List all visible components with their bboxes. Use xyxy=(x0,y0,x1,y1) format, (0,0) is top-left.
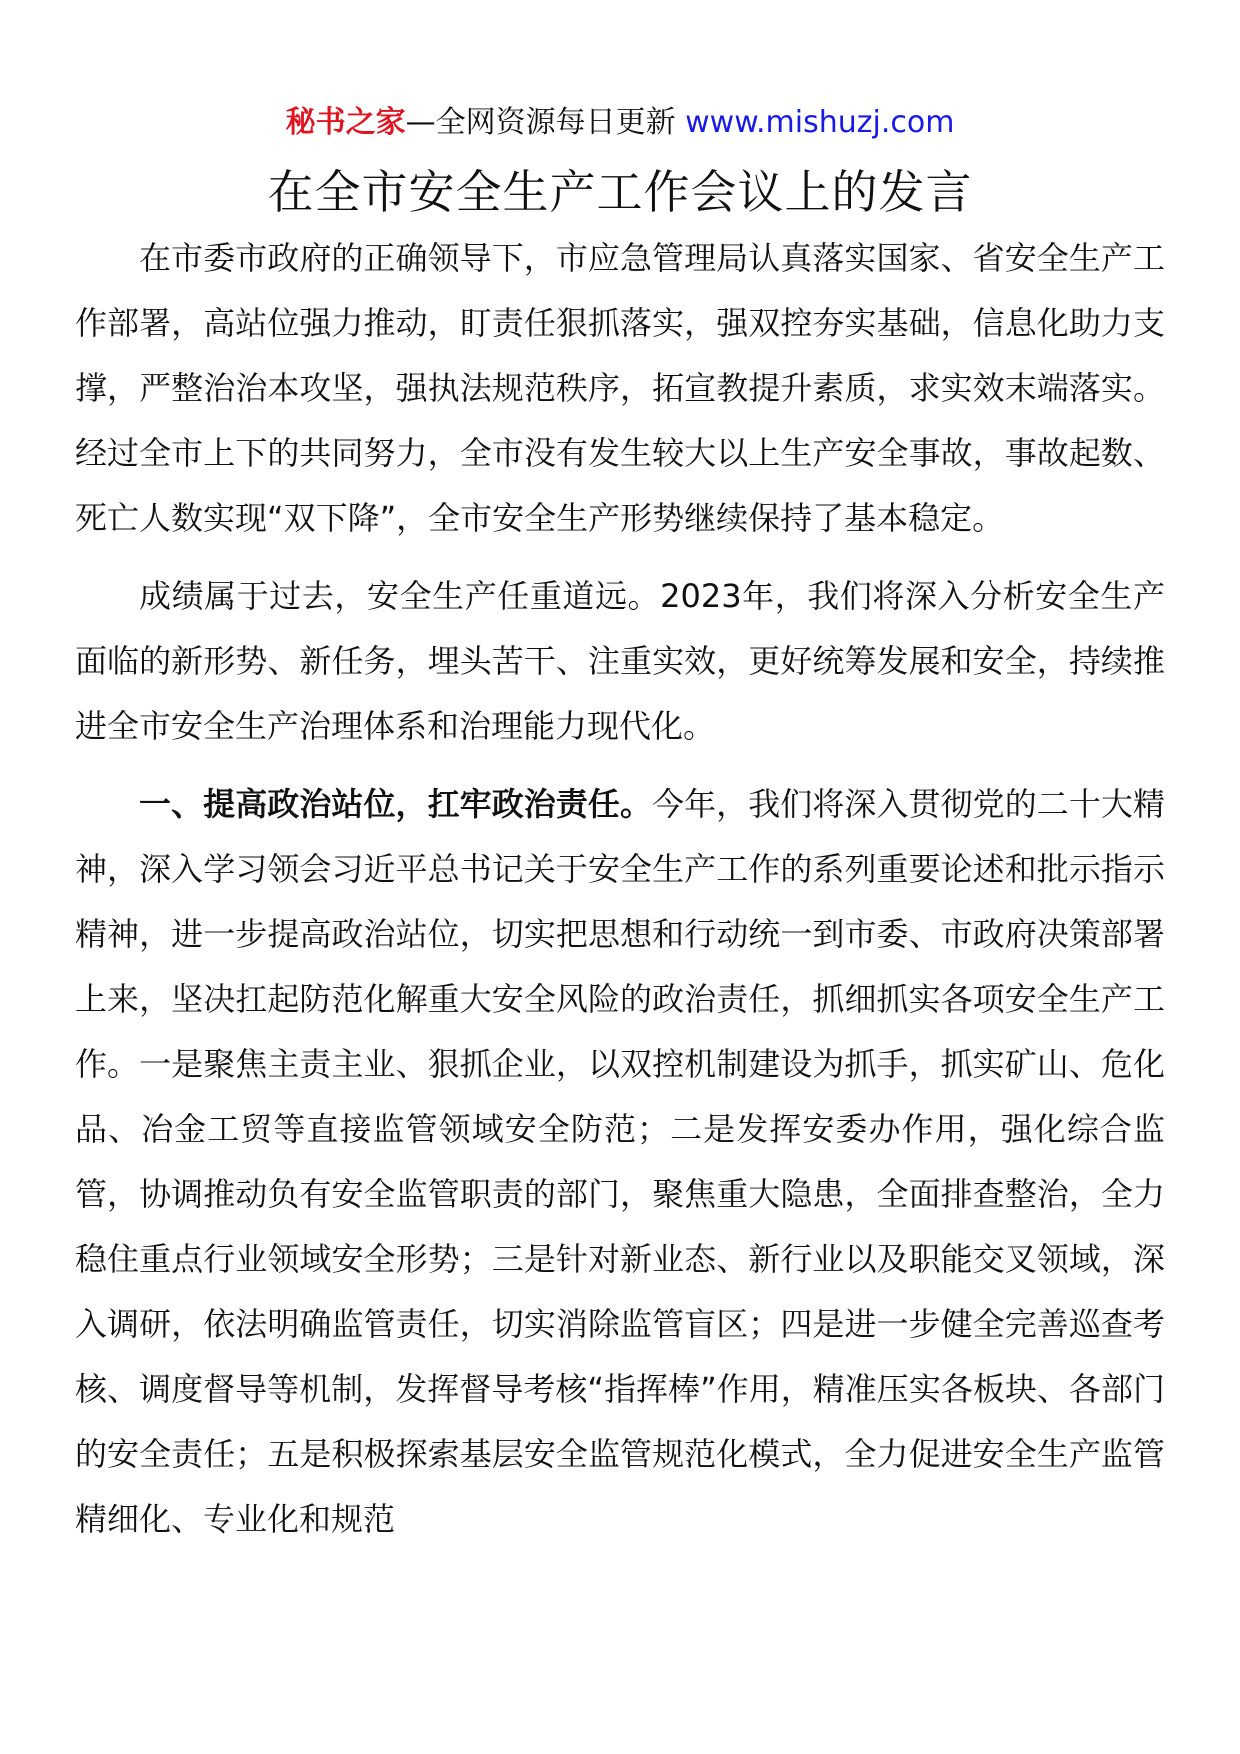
paragraph-3 xyxy=(75,772,1165,1552)
watermark-header xyxy=(0,102,1240,144)
brand-name: 秘书之家 xyxy=(285,105,406,140)
document-body xyxy=(75,226,1165,1565)
paragraph-2 xyxy=(75,564,1165,759)
paragraph-3-text: 今年，我们将深入贯彻党的二十大精神，深入学习领会习近平总书记关于安全生产工作的系列重要论述和批示指示精神，进一步提高政治站位，切实把思想和行动统一到市委、市政府决策部署上来，坚决扛起防范化解重大安全风险的政治责任，抓细抓实各项安全生产工作。一是聚焦主责主业、狠抓企业，以双控机制建设为抓手，抓实矿山、危化品、冶金工贸等直接监管领域安全防范；二是发挥安委办作用，强化综合监管，协调推动负有安全监管职责的部门，聚焦重大隐患，全面排查整治，全力稳住重点行业领域安全形势；三是针对新业态、新行业以及职能交叉领域，深入调研，依法明确监管责任，切实消除监管盲区；四是进一步健全完善巡查考核、调度督导等机制，发挥督导考核“指挥棒”作用，精准压实各板块、各部门的安全责任；五是积极探索基层安全监管规范化模式，全力促进安全生产监管精细化、专业化和规范 xyxy=(75,785,1165,1538)
section-heading-1: 一、提高政治站位，扛牢政治责任。 xyxy=(139,785,653,823)
document-title: 在全市安全生产工作会议上的发言 xyxy=(267,165,973,219)
paragraph-1 xyxy=(75,226,1165,551)
paragraph-2-text: 成绩属于过去，安全生产任重道远。2023年，我们将深入分析安全生产面临的新形势、新任务，埋头苦干、注重实效，更好统筹发展和安全，持续推进全市安全生产治理体系和治理能力现代化。 xyxy=(75,577,1165,745)
paragraph-1-text: 在市委市政府的正确领导下，市应急管理局认真落实国家、省安全生产工作部署，高站位强力推动，盯责任狠抓落实，强双控夯实基础，信息化助力支撑，严整治治本攻坚，强执法规范秩序，拓宣教提升素质，求实效末端落实。经过全市上下的共同努力，全市没有发生较大以上生产安全事故，事故起数、死亡人数实现“双下降”，全市安全生产形势继续保持了基本稳定。 xyxy=(75,239,1165,537)
site-link[interactable]: www.mishuzj.com xyxy=(685,105,955,140)
header-tagline: —全网资源每日更新 xyxy=(405,105,676,140)
